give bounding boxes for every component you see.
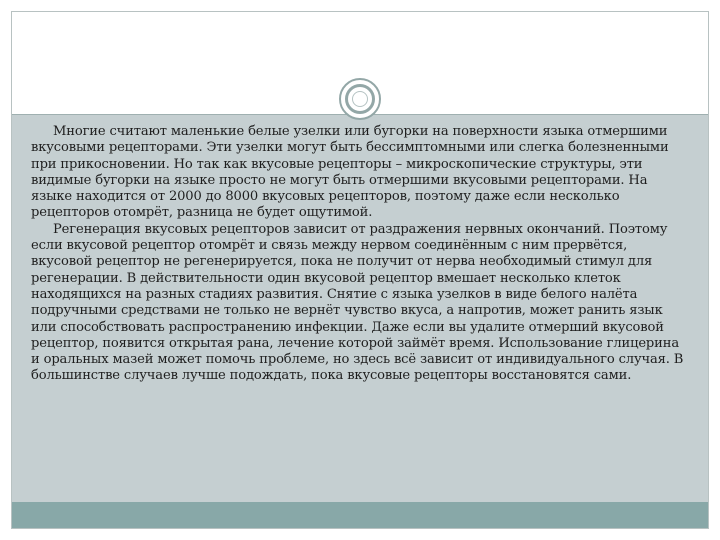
body-text — [31, 124, 690, 385]
paragraph-1: Многие считают маленькие белые узелки или бугорки на поверхности языка отмершими вкусовыми рецепторами. Эти узелки могут быть бессимптомными или слегка болезненными при прикосновении. Но так как вкусовые рецепторы – микроскопические структуры, эти видимые бугорки на языке просто не могут быть отмершими вкусовыми рецепторами. На языке находится от 2000 до 8000 вкусовых рецепторов, поэтому даже если несколько рецепторов отомрёт, разница не будет ощутимой. — [31, 124, 669, 221]
paragraph-2: Регенерация вкусовых рецепторов зависит от раздражения нервных окончаний. Поэтому если вкусовой рецептор отомрёт и связь между нервом соединённым с ним прервётся, вкусовой рецептор не регенерируется, пока не получит от нерва необходимый стимул для регенерации. В действительности один вкусовой рецептор вмешает несколько клеток находящихся на разных стадиях развития. Снятие с языка узелков в виде белого налёта подручными средствами не только не вернёт чувство вкуса, а напротив, может ранить язык или способствовать распространению инфекции. Даже если вы удалите отмерший вкусовой рецептор, появится открытая рана, лечение которой займёт время. Использование глицерина и оральных мазей может помочь проблеме, но здесь всё зависит от индивидуального случая. В большинстве случаев лучше подождать, пока вкусовые рецепторы восстановятся сами. — [31, 221, 684, 384]
bottom-bar — [12, 502, 708, 528]
circle-ornament-icon — [339, 78, 381, 120]
